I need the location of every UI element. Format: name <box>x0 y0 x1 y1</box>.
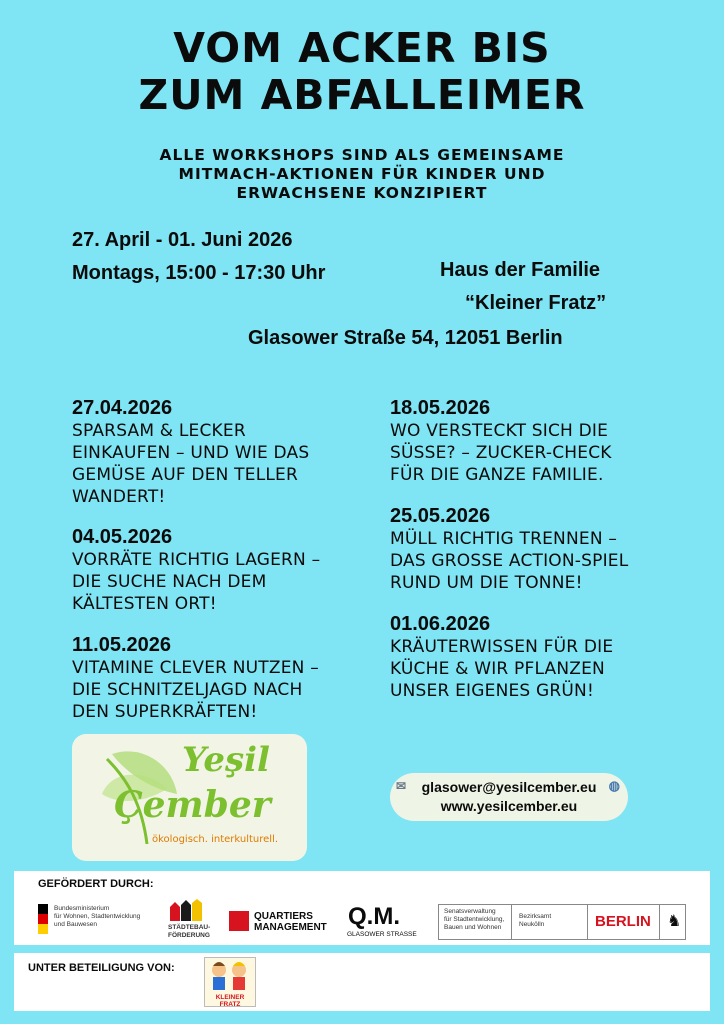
workshop-item <box>72 396 372 508</box>
qm-glasower-logo: Q.M. <box>348 903 400 930</box>
qm-house-icon <box>229 911 249 931</box>
workshop-description: SPARSAM & LECKER EINKAUFEN – UND WIE DAS GEMÜSE AUF DEN TELLER WANDERT! <box>72 421 310 507</box>
subtitle-line-2: MITMACH-AKTIONEN FÜR KINDER UND <box>178 165 546 183</box>
workshop-date: 01.06.2026 <box>390 613 491 635</box>
yesil-cember-logo <box>72 734 307 861</box>
stadtebau-houses-icon <box>170 899 204 921</box>
title-line-2: ZUM ABFALLEIMER <box>138 71 586 119</box>
contact-email[interactable]: glasower@yesilcember.eu <box>421 779 597 795</box>
title-line-1: VOM ACKER BIS <box>173 24 551 72</box>
subtitle-line-1: ALLE WORKSHOPS SIND ALS GEMEINSAME <box>159 146 565 164</box>
kleiner-fratz-logo <box>204 957 256 1007</box>
workshop-item <box>72 633 372 723</box>
partner-panel <box>14 953 710 1011</box>
subtitle <box>0 146 724 203</box>
workshop-item <box>390 504 690 594</box>
page-title <box>0 25 724 119</box>
berlin-text: BERLIN <box>595 913 651 930</box>
event-time: Montags, 15:00 - 17:30 Uhr <box>72 262 326 284</box>
workshop-date: 25.05.2026 <box>390 505 491 527</box>
workshop-date: 27.04.2026 <box>72 397 173 419</box>
federal-eagle-icon <box>38 904 48 934</box>
workshop-item <box>390 612 690 702</box>
contact-website[interactable]: www.yesilcember.eu <box>440 798 578 814</box>
workshop-description: VORRÄTE RICHTIG LAGERN – DIE SUCHE NACH DEM KÄLTESTEN ORT! <box>72 550 321 614</box>
stadtebau-text: STÄDTEBAU- FÖRDERUNG <box>168 924 211 939</box>
senat-text: Senatsverwaltung für Stadtentwicklung, Bauen und Wohnen <box>444 908 505 931</box>
kita-name: KLEINER FRATZ <box>215 994 245 1008</box>
subtitle-line-3: ERWACHSENE KONZIPIERT <box>236 184 488 202</box>
qm-line-1: QUARTIERS <box>254 911 313 922</box>
mail-icon: ✉ <box>396 779 407 793</box>
sponsor-panel <box>14 871 710 945</box>
workshop-date: 18.05.2026 <box>390 397 491 419</box>
workshop-description: WO VERSTECKT SICH DIE SÜSSE? – ZUCKER-CHECK FÜR DIE GANZE FAMILIE. <box>390 421 612 485</box>
bezirk-text: Bezirksamt Neukölln <box>519 913 552 928</box>
venue-address: Glasower Straße 54, 12051 Berlin <box>248 327 563 349</box>
qm-text <box>254 911 327 933</box>
workshop-date: 11.05.2026 <box>72 634 171 656</box>
workshop-description: VITAMINE CLEVER NUTZEN – DIE SCHNITZELJAGD NACH DEN SUPERKRÄFTEN! <box>72 658 319 722</box>
workshop-item <box>72 525 372 615</box>
workshop-item <box>390 396 690 486</box>
berlin-bear-icon: ♞ <box>667 911 682 930</box>
globe-icon: ◍ <box>608 778 620 793</box>
workshop-description: KRÄUTERWISSEN FÜR DIE KÜCHE & WIR PFLANZEN UNSER EIGENES GRÜN! <box>390 637 614 701</box>
venue-subname: “Kleiner Fratz” <box>465 292 607 314</box>
children-icon <box>205 958 255 994</box>
logo-word-2: Çember <box>114 784 271 826</box>
event-dates: 27. April - 01. Juni 2026 <box>72 229 293 251</box>
partner-label: UNTER BETEILIGUNG VON: <box>28 962 175 974</box>
berlin-authorities-box <box>438 904 686 940</box>
bmwsb-text: Bundesministerium für Wohnen, Stadtentwicklung und Bauwesen <box>54 905 141 928</box>
logo-tagline: ökologisch. interkulturell. <box>152 834 279 845</box>
sponsor-label: GEFÖRDERT DURCH: <box>38 878 154 890</box>
qm-line-2: MANAGEMENT <box>254 922 327 933</box>
qm-glasower-sub: GLASOWER STRASSE <box>347 931 417 938</box>
workshop-date: 04.05.2026 <box>72 526 173 548</box>
logo-word-1: Yeşil <box>182 740 270 780</box>
contact-box <box>390 773 628 821</box>
workshop-description: MÜLL RICHTIG TRENNEN – DAS GROSSE ACTION-SPIEL RUND UM DIE TONNE! <box>390 529 629 593</box>
venue-name: Haus der Familie <box>440 259 601 281</box>
